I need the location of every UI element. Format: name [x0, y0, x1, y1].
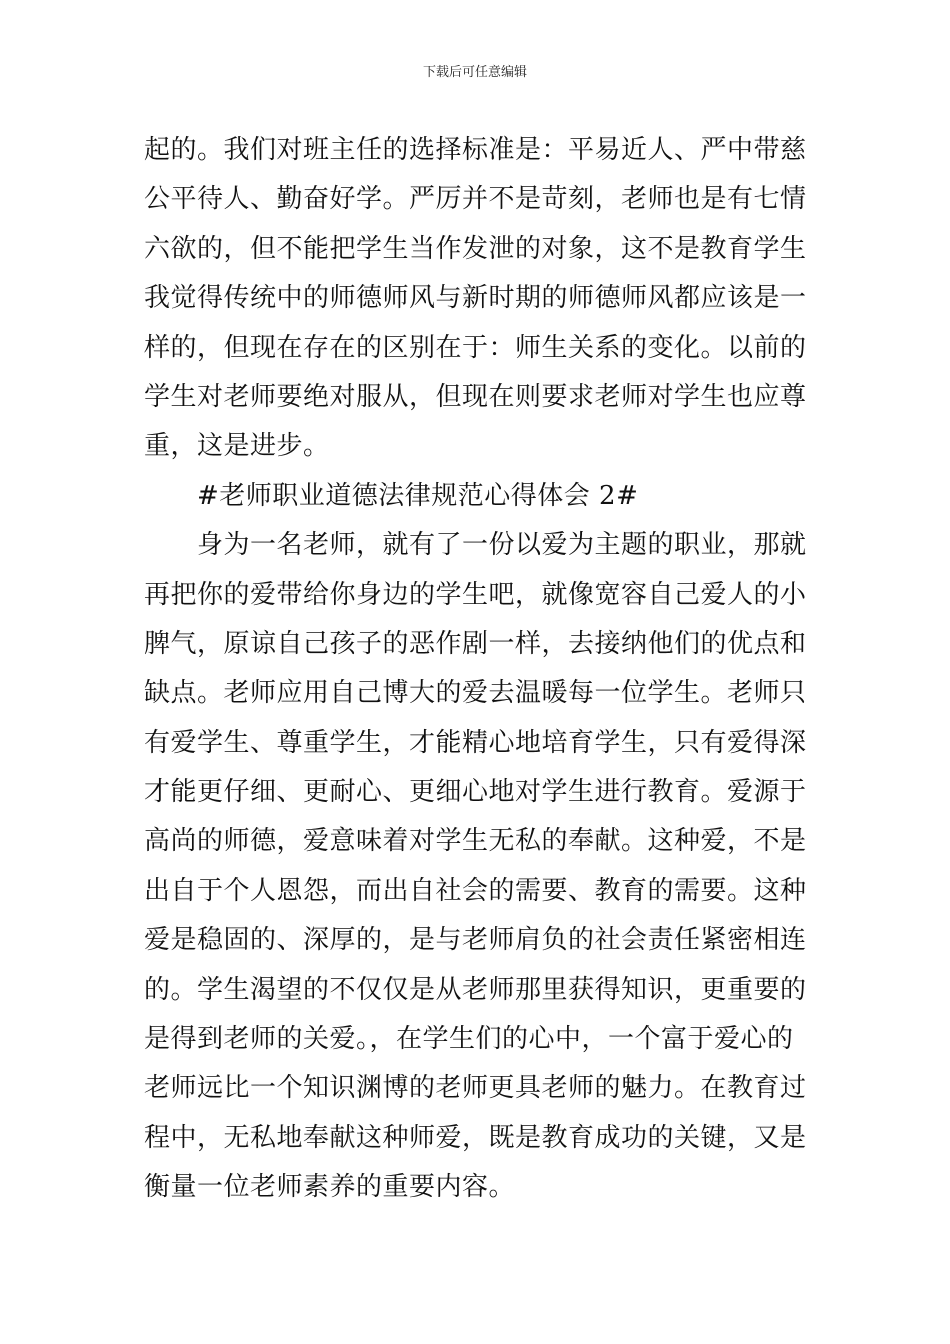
text-line: 爱是稳固的、深厚的，是与老师肩负的社会责任紧密相连	[144, 925, 807, 956]
text-line: 高尚的师德，爱意味着对学生无私的奉献。这种爱，不是	[144, 826, 807, 857]
document-body	[144, 126, 810, 1213]
text-line: 再把你的爱带给你身边的学生吧，就像宽容自己爱人的小	[144, 579, 807, 610]
text-line: 样的，但现在存在的区别在于：师生关系的变化。以前的	[144, 332, 807, 363]
text-line: 老师远比一个知识渊博的老师更具老师的魅力。在教育过	[144, 1073, 807, 1104]
text-line: 衡量一位老师素养的重要内容。	[144, 1172, 516, 1203]
text-line: 我觉得传统中的师德师风与新时期的师德师风都应该是一	[144, 283, 807, 314]
text-line: 出自于个人恩怨，而出自社会的需要、教育的需要。这种	[144, 875, 807, 906]
text-line: 缺点。老师应用自己博大的爱去温暖每一位学生。老师只	[144, 678, 807, 709]
text-line: 重，这是进步。	[144, 431, 330, 462]
text-line: 公平待人、勤奋好学。严厉并不是苛刻，老师也是有七情	[144, 184, 807, 215]
page-header: 下载后可任意编辑	[422, 65, 527, 80]
text-line: 才能更仔细、更耐心、更细心地对学生进行教育。爱源于	[144, 777, 807, 808]
text-line: 起的。我们对班主任的选择标准是：平易近人、严中带慈	[144, 135, 807, 165]
text-line: 的。学生渴望的不仅仅是从老师那里获得知识，更重要的	[144, 974, 807, 1005]
section-heading: #老师职业道德法律规范心得体会 2#	[197, 480, 639, 511]
text-line: 程中，无私地奉献这种师爱，既是教育成功的关键，又是	[144, 1122, 807, 1153]
text-line: 身为一名老师，就有了一份以爱为主题的职业，那就	[197, 530, 807, 561]
text-line: 脾气，原谅自己孩子的恶作剧一样，去接纳他们的优点和	[144, 628, 807, 659]
text-line: 是得到老师的关爱。，在学生们的心中，一个富于爱心的	[144, 1024, 794, 1055]
text-line: 六欲的，但不能把学生当作发泄的对象，这不是教育学生	[144, 233, 807, 264]
text-line: 有爱学生、尊重学生，才能精心地培育学生，只有爱得深	[144, 727, 807, 758]
text-line: 学生对老师要绝对服从，但现在则要求老师对学生也应尊	[144, 381, 807, 412]
